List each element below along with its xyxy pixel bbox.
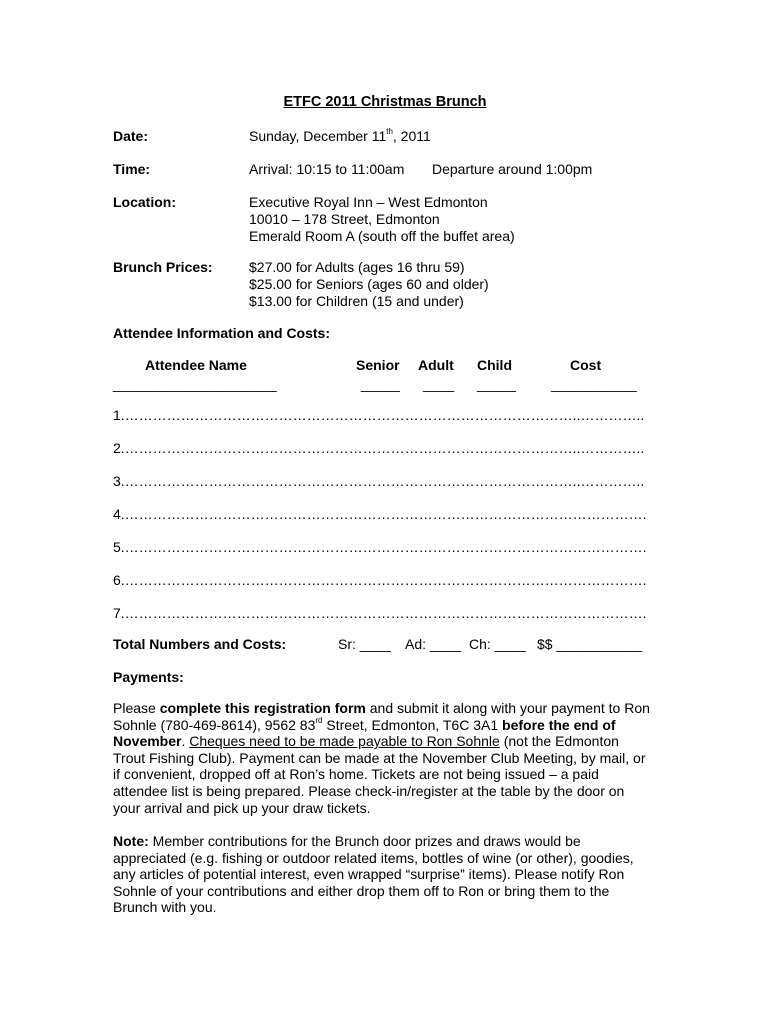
attendee-row[interactable]: 3.……………………………………………………………………………………..…………..	[113, 473, 645, 489]
col-child-underline: _____	[477, 376, 516, 392]
totals-senior[interactable]: Sr: ____	[338, 636, 391, 652]
prices-label: Brunch Prices:	[113, 259, 213, 275]
col-attendee-name: Attendee Name	[145, 357, 247, 373]
totals-label: Total Numbers and Costs:	[113, 636, 287, 652]
location-line: Executive Royal Inn – West Edmonton	[249, 194, 488, 210]
col-cost-underline: ___________	[551, 376, 637, 392]
page-title: ETFC 2011 Christmas Brunch	[283, 94, 487, 110]
attendee-heading: Attendee Information and Costs:	[113, 325, 331, 341]
attendee-row[interactable]: 4.………………………………………………………………………………………………….	[113, 506, 647, 522]
attendee-row[interactable]: 1.……………………………………………………………………………………..…………..	[113, 407, 645, 423]
attendee-row[interactable]: 6.………………………………………………………………………………………………….	[113, 572, 647, 588]
col-child: Child	[477, 357, 512, 373]
location-label: Location:	[113, 194, 176, 210]
col-adult: Adult	[418, 357, 454, 373]
location-line: Emerald Room A (south off the buffet area)	[249, 228, 515, 244]
totals-adult[interactable]: Ad: ____	[405, 636, 462, 652]
payments-heading: Payments:	[113, 669, 184, 685]
time-arrival: Arrival: 10:15 to 11:00am	[249, 161, 405, 177]
price-line: $25.00 for Seniors (ages 60 and older)	[249, 276, 489, 292]
time-label: Time:	[113, 161, 151, 177]
price-line: $27.00 for Adults (ages 16 thru 59)	[249, 259, 465, 275]
date-label: Date:	[113, 128, 149, 144]
col-cost: Cost	[570, 357, 602, 373]
attendee-row[interactable]: 2.……………………………………………………………………………………..…………..	[113, 440, 645, 456]
col-name-underline: _____________________	[113, 376, 277, 392]
col-adult-underline: ____	[423, 376, 455, 392]
price-line: $13.00 for Children (15 and under)	[249, 293, 464, 309]
time-departure: Departure around 1:00pm	[432, 161, 593, 177]
totals-cost[interactable]: $$ ___________	[537, 636, 643, 652]
payments-paragraph: Please complete this registration form and submit it along with your payment to Ron Sohnle (780-469-8614), 9562 83rd Street, Edmonton, T6C 3A1 before the end of November. Cheques need to be made payable to Ron Sohnle (not the Edmonton Trout Fishing Club). Payment can be made at the November Club Meeting, by mail, or if convenient, dropped off at Ron’s home. Tickets are not being issued – a paid attendee list is being prepared. Please check-in/register at the table by the door on your arrival and pick up your draw tickets.	[113, 700, 650, 816]
attendee-row[interactable]: 7.………………………………………………………………………………………………….	[113, 605, 647, 621]
location-line: 10010 – 178 Street, Edmonton	[249, 211, 440, 227]
date-value: Sunday, December 11th, 2011	[249, 127, 431, 144]
totals-child[interactable]: Ch: ____	[469, 636, 526, 652]
attendee-row[interactable]: 5.………………………………………………………………………………………………….	[113, 539, 647, 555]
note-paragraph: Note: Member contributions for the Brunch door prizes and draws would be appreciated (e.g. fishing or outdoor related items, bottles of wine (or other), goodies, any articles of potential interest, even wrapped “surprise” items). Please notify Ron Sohnle of your contributions and either drop them off to Ron or bring them to the Brunch with you.	[113, 833, 634, 916]
col-senior: Senior	[356, 357, 400, 373]
col-senior-underline: _____	[361, 376, 400, 392]
